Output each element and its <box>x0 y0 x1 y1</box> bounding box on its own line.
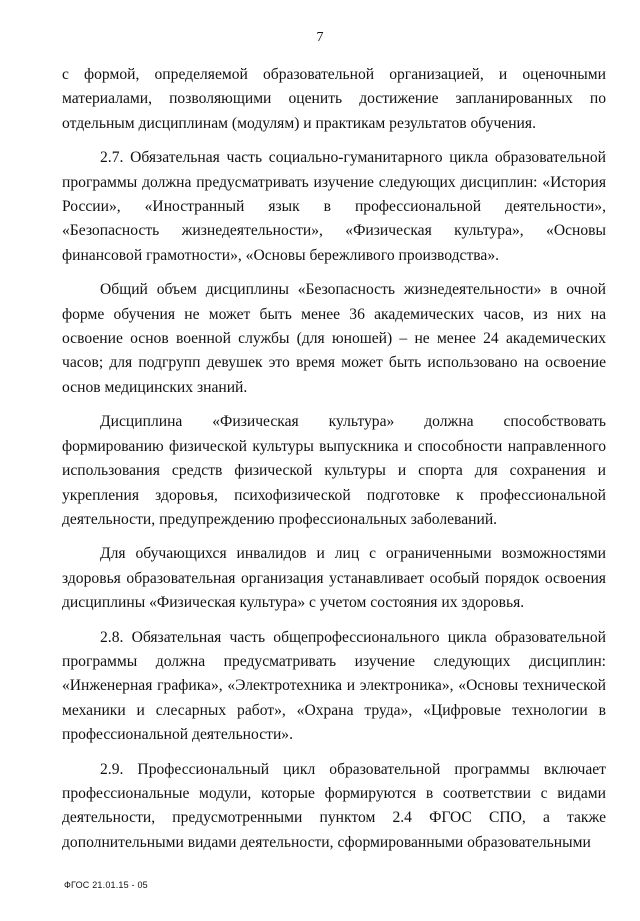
paragraph-safety-volume: Общий объем дисциплины «Безопасность жизнедеятельности» в очной форме обучения не может быть менее 36 академических часов, из них на освоение основ военной службы (для юношей) – не менее 24 академических часов; для подгрупп девушек это время может быть использовано на освоение основ медицинских знаний. <box>62 281 606 396</box>
page-number: 7 <box>316 30 324 45</box>
paragraph-physical-culture: Дисциплина «Физическая культура» должна способствовать формированию физической культуры выпускника и способности направленного использования средств физической культуры и спорта для сохранения и укрепления здоровья, психофизической подготовке к профессиональной деятельности, предупреждению профессиональных заболеваний. <box>62 413 606 528</box>
paragraph-2-9: 2.9. Профессиональный цикл образовательной программы включает профессиональные модули, которые формируются в соответствии с видами деятельности, предусмотренными пунктом 2.4 ФГОС СПО, а также дополнительными видами деятельности, сформированными образовательными <box>62 760 606 851</box>
paragraph-2-8: 2.8. Обязательная часть общепрофессионального цикла образовательной программы должна предусматривать изучение следующих дисциплин: «Инженерная графика», «Электротехника и электроника», «Основы технической механики и слесарных работ», «Охрана труда», «Цифровые технологии в профессиональной деятельности». <box>62 628 606 744</box>
document-footer-code: ФГОС 21.01.15 - 05 <box>64 880 148 890</box>
paragraph-continuation: с формой, определяемой образовательной организацией, и оценочными материалами, позволяющими оценить достижение запланированных по отдельным дисциплинам (модулям) и практикам результатов обучения. <box>62 66 606 132</box>
paragraph-disabled-students: Для обучающихся инвалидов и лиц с ограниченными возможностями здоровья образовательная организация устанавливает особый порядок освоения дисциплины «Физическая культура» с учетом состояния их здоровья. <box>62 545 606 612</box>
paragraph-2-7: 2.7. Обязательная часть социально-гуманитарного цикла образовательной программы должна предусматривать изучение следующих дисциплин: «История России», «Иностранный язык в профессиональной деятельности», «Безопасность жизнедеятельности», «Физическая культура», «Основы финансовой грамотности», «Основы бережливого производства». <box>62 149 606 264</box>
document-body <box>62 63 606 865</box>
